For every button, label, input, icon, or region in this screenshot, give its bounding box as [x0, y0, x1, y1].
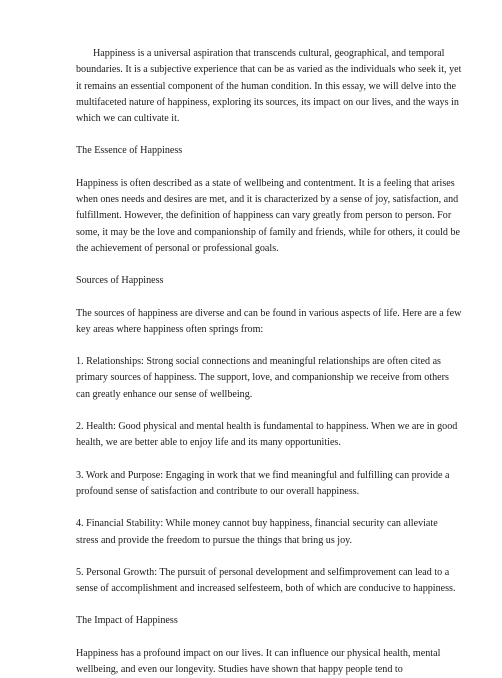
list-item-work-purpose: 3. Work and Purpose: Engaging in work that we find meaningful and fulfilling can provide a profound sense of satisfaction and contribute to our overall happiness.	[76, 469, 450, 497]
section-heading-impact: The Impact of Happiness	[76, 615, 178, 627]
list-item-personal-growth: 5. Personal Growth: The pursuit of personal development and selfimprovement can lead to a sense of accomplishment and increased selfesteem, both of which are conducive to happiness.	[76, 566, 456, 595]
list-item-health: 2. Health: Good physical and mental health is fundamental to happiness. When we are in good health, we are better able to enjoy life and its many opportunities.	[76, 421, 458, 449]
section-heading-essence: The Essence of Happiness	[76, 145, 183, 157]
intro-paragraph: Happiness is a universal aspiration that transcends cultural, geographical, and temporal boundaries. It is a subjective experience that can be as varied as the individuals who seek it, yet it remains an essential component of the human condition. In this essay, we will delve into the multifaceted nature of happiness, exploring its sources, its impact on our lives, and the ways in which we can cultivate it.	[76, 48, 462, 125]
essence-paragraph: Happiness is often described as a state of wellbeing and contentment. It is a feeling that arises when ones needs and desires are met, and it is characterized by a sense of joy, satisfaction, and fulfillment. However, the definition of happiness can vary greatly from person to person. For some, it may be the love and companionship of family and friends, while for others, it could be the achievement of personal or professional goals.	[76, 177, 461, 254]
impact-paragraph: Happiness has a profound impact on our lives. It can influence our physical health, mental wellbeing, and even our longevity. Studies have shown that happy people tend to	[76, 647, 441, 676]
list-item-financial-stability: 4. Financial Stability: While money cannot buy happiness, financial security can alleviate stress and provide the freedom to pursue the things that bring us joy.	[76, 518, 438, 546]
sources-intro-paragraph: The sources of happiness are diverse and can be found in various aspects of life. Here are a few key areas where happiness often springs from:	[76, 307, 462, 335]
list-item-relationships: 1. Relationships: Strong social connections and meaningful relationships are often cited as primary sources of happiness. The support, love, and companionship we receive from others can greatly enhance our sense of wellbeing.	[76, 356, 449, 400]
section-heading-sources: Sources of Happiness	[76, 275, 164, 287]
